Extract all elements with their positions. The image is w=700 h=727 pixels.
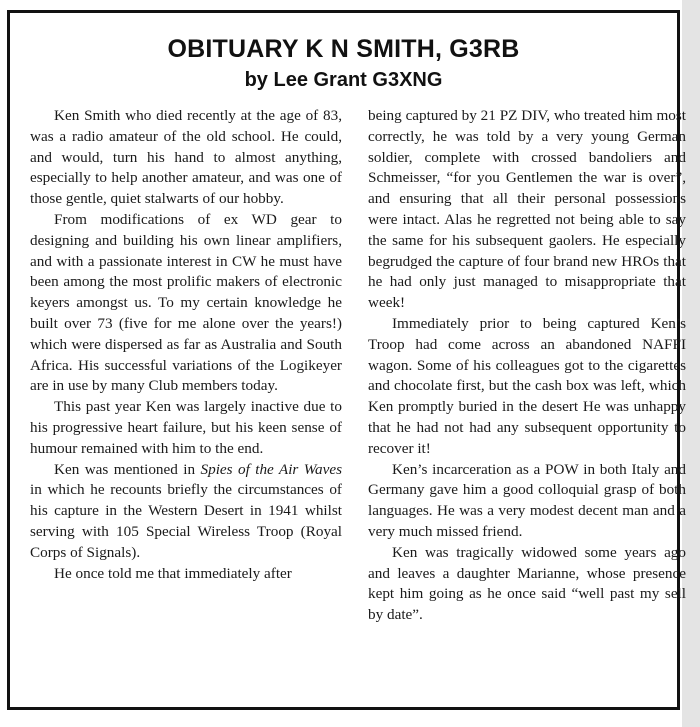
paragraph: From modifications of ex WD gear to designing and building his own linear amplifiers, and with a passionate interest in CW he must have been among the most prolific makers of electronic keyers amongst us. To my certain knowledge he built over 73 (five for me alone over the years!) which were dispersed as far as Australia and South Africa. His successful variations of the Logikeyer are in use by many Club members today.	[30, 210, 342, 395]
right-column	[368, 106, 686, 626]
paragraph	[30, 460, 342, 564]
paragraph: This past year Ken was largely inactive due to his progressive heart failure, but his keen sense of humour remained with him to the end.	[30, 398, 342, 457]
left-column	[30, 106, 342, 584]
book-title: Spies of the Air Waves	[200, 460, 342, 478]
article-byline: by Lee Grant G3XNG	[244, 69, 443, 91]
article-title: OBITUARY K N SMITH, G3RB	[167, 35, 520, 63]
paragraph-text: in which he recounts briefly the circumstances of his capture in the Western Desert in 1941 whilst serving with 105 Special Wireless Troop (Royal Corps of Signals).	[30, 481, 342, 561]
paragraph: being captured by 21 PZ DIV, who treated him most correctly, he was told by a very young German soldier, complete with crossed bandoliers and Schmeisser, “for you Gentlemen the war is over”, and ensuring that all their personal possessions were intact. Alas he regretted not being able to say the same for his subsequent gaolers. He especially begrudged the capture of four brand new HROs that he had only just managed to misappropriate that week!	[368, 107, 686, 312]
paragraph: Ken was tragically widowed some years ago and leaves a daughter Marianne, whose presence kept him going as he once said “well past my sell by date”.	[368, 543, 686, 624]
paragraph: Immediately prior to being captured Ken’s Troop had come across an abandoned NAFFI wagon. Some of his colleagues got to the cigarettes and chocolate first, but the cash box was left, which Ken promptly buried in the desert He was unhappy that he had not had any subsequent opportunity to recover it!	[368, 314, 686, 457]
paragraph: Ken Smith who died recently at the age of 83, was a radio amateur of the old school. He could, and would, turn his hand to almost anything, especially to help another amateur, and was one of those gentle, quiet stalwarts of our hobby.	[30, 107, 342, 208]
paragraph: He once told me that immediately after	[54, 564, 292, 582]
article-frame	[7, 10, 686, 710]
paragraph: Ken’s incarceration as a POW in both Italy and Germany gave him a good colloquial grasp of both languages. He was a very modest decent man and a very much missed friend.	[368, 460, 686, 540]
paragraph-text: Ken was mentioned in	[54, 460, 201, 478]
